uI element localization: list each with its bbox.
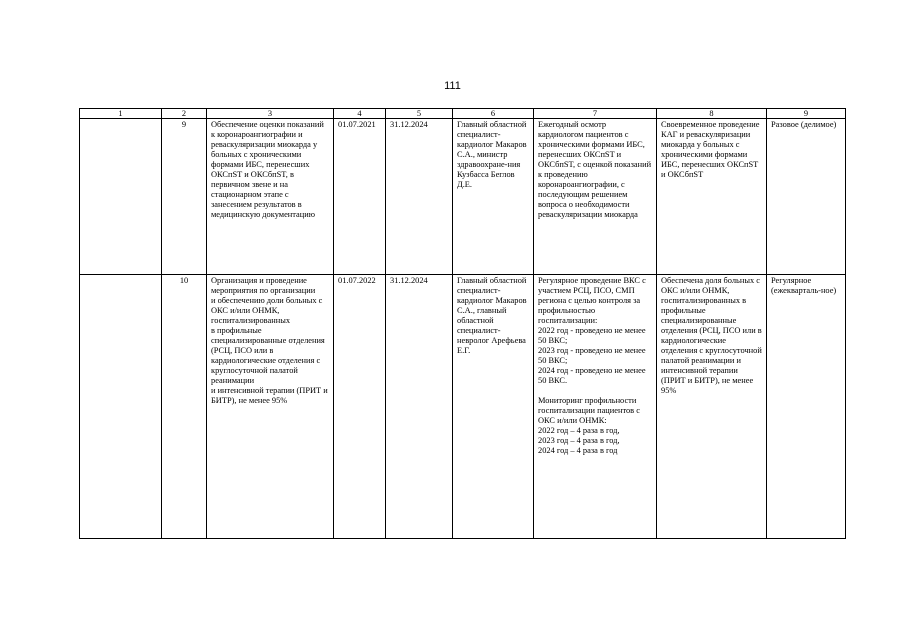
column-number: 6 [453,109,534,119]
end-date-cell: 31.12.2024 [386,119,453,275]
activity-cell: Организация и проведение мероприятия по организации и обеспечению доли больных с ОКС и/или ОНМК, госпитализированных в профильные специализированные отделения (РСЦ, ПСО или в кардиологические отделения с круглосуточной палатой реанимации и интенсивной терапии (ПРИТ и БИТР), не менее 95% [207,275,334,539]
item-number: 10 [162,275,207,539]
column-number: 8 [657,109,767,119]
characteristic-cell: Регулярное проведение ВКС с участием РСЦ, ПСО, СМП региона с целью контроля за профильностью госпитализации: 2022 год - проведено не менее 50 ВКС; 2023 год - проведено не менее 50 ВКС; 2024 год - проведено не менее 50 ВКС. Мониторинг профильности госпитализации пациентов с ОКС и/или ОНМК: 2022 год – 4 раза в год, 2023 год – 4 раза в год, 2024 год – 4 раза в год [534,275,657,539]
result-cell: Своевременное проведение КАГ и реваскуляризации миокарда у больных с хроническими формами ИБС, перенесших ОКСпST и ОКСбпST [657,119,767,275]
table-header-row [80,109,846,119]
item-number: 9 [162,119,207,275]
start-date-cell: 01.07.2021 [334,119,386,275]
page-number: 111 [444,80,461,92]
column-number: 2 [162,109,207,119]
characteristic-cell: Ежегодный осмотр кардиологом пациентов с хроническими формами ИБС, перенесших ОКСпST и ОКСбпST, с оценкой показаний к проведению коронароангиографии, с последующим решением вопроса о необходимости реваскуляризации миокарда [534,119,657,275]
section-cell [80,275,162,539]
column-number: 3 [207,109,334,119]
section-cell [80,119,162,275]
activity-cell: Обеспечение оценки показаний к коронароангиографии и реваскуляризации миокарда у больных с хроническими формами ИБС, перенесших ОКСпST и ОКСбпST, в первичном звене и на стационарном этапе с занесением результатов в медицинскую документацию [207,119,334,275]
frequency-cell: Разовое (делимое) [767,119,846,275]
table-row [80,275,846,539]
column-number: 5 [386,109,453,119]
responsible-cell: Главный областной специалист-кардиолог Макаров С.А., министр здравоохране-ния Кузбасса Беглов Д.Е. [453,119,534,275]
responsible-cell: Главный областной специалист-кардиолог Макаров С.А., главный областной специалист-невролог Арефьева Е.Г. [453,275,534,539]
result-cell: Обеспечена доля больных с ОКС и/или ОНМК, госпитализированных в профильные специализированные отделения (РСЦ, ПСО или в кардиологические отделения с круглосуточной палатой реанимации и интенсивной терапии (ПРИТ и БИТР), не менее 95% [657,275,767,539]
column-number: 9 [767,109,846,119]
end-date-cell: 31.12.2024 [386,275,453,539]
column-number: 1 [80,109,162,119]
plan-table [79,108,846,539]
start-date-cell: 01.07.2022 [334,275,386,539]
frequency-cell: Регулярное (ежекварталь-ное) [767,275,846,539]
table-row [80,119,846,275]
column-number: 7 [534,109,657,119]
column-number: 4 [334,109,386,119]
